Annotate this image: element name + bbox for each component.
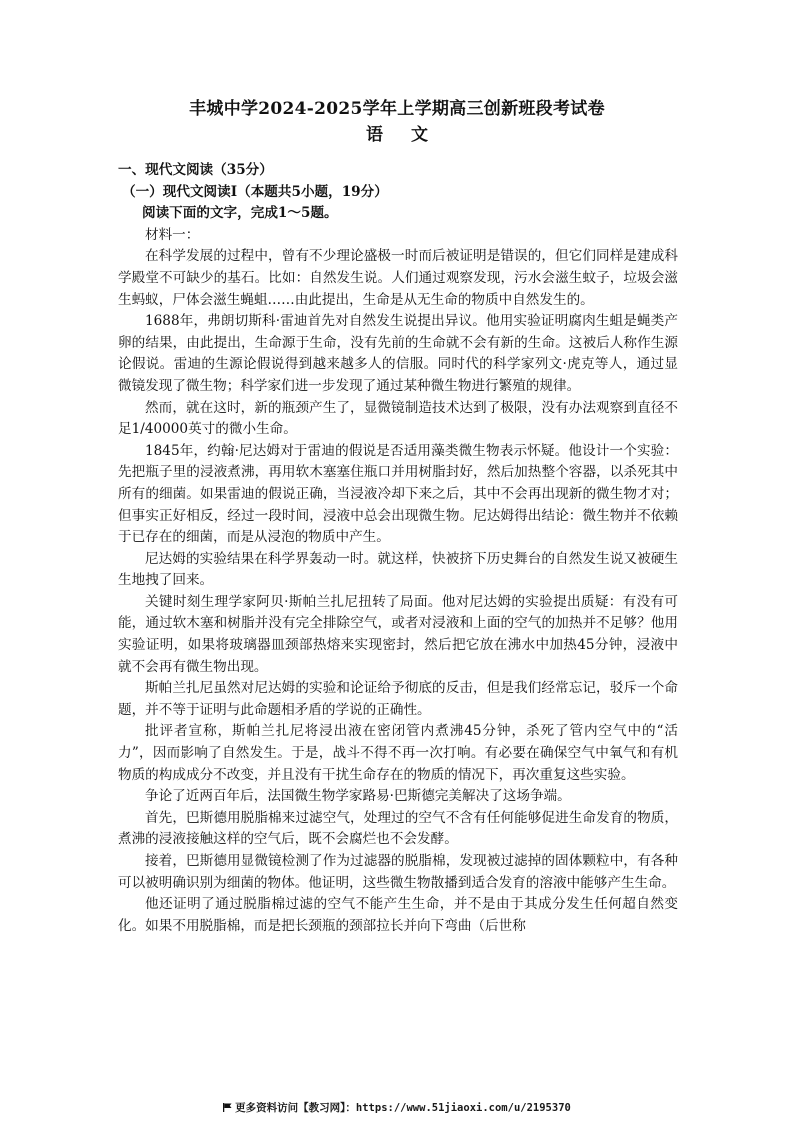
subject-title: 语文 — [366, 125, 456, 145]
reading-instruction: 阅读下面的文字，完成1～5题。 — [142, 205, 338, 222]
paragraph-8: 批评者宣称，斯帕兰扎尼将浸出液在密闭管内煮沸45分钟，杀死了管内空气中的“活力”，因而影响了自然发生。于是，战斗不得不再一次打响。有必要在确保空气中氧气和有机物质的构成成分不改变，并且没有干扰生命存在的物质的情况下，再次重复这些实验。 — [118, 723, 678, 783]
paragraph-2: 1688年，弗朗切斯科·雷迪首先对自然发生说提出异议。他用实验证明腐肉生蛆是蝇类产卵的结果，由此提出，生命源于生命，没有先前的生命就不会有新的生命。这被后人称作生源论假说。雷迪的生源论假说得到越来越多人的信服。同时代的科学家列文·虎克等人，通过显微镜发现了微生物；科学家们进一步发现了通过某种微生物进行繁殖的规律。 — [118, 313, 678, 394]
footer-link[interactable] — [0, 1101, 794, 1115]
material-label: 材料一： — [145, 226, 200, 243]
paragraph-11: 接着，巴斯德用显微镜检测了作为过滤器的脱脂棉，发现被过滤掉的固体颗粒中，有各种可以被明确识别为细菌的物体。他证明，这些微生物散播到适合发育的溶液中能够产生生命。 — [118, 853, 678, 891]
paragraph-9: 争论了近两百年后，法国微生物学家路易·巴斯德完美解决了这场争端。 — [145, 788, 571, 805]
paragraph-1: 在科学发展的过程中，曾有不少理论盛极一时而后被证明是错误的，但它们同样是建成科学殿堂不可缺少的基石。比如：自然发生说。人们通过观察发现，污水会滋生蚊子，垃圾会滋生蚂蚁，尸体会滋生蝇蛆……由此提出，生命是从无生命的物质中自然发生的。 — [118, 248, 678, 308]
paragraph-12: 他还证明了通过脱脂棉过滤的空气不能产生生命，并不是由于其成分发生任何超自然变化。如果不用脱脂棉，而是把长颈瓶的颈部拉长并向下弯曲（后世称 — [118, 896, 678, 934]
flag-icon — [223, 1103, 232, 1112]
subsection-heading: （一）现代文阅读Ⅰ（本题共5小题，19分） — [122, 183, 388, 200]
paragraph-4: 1845年，约翰·尼达姆对于雷迪的假说是否适用藻类微生物表示怀疑。他设计一个实验：先把瓶子里的浸液煮沸，再用软木塞塞住瓶口并用树脂封好，然后加热整个容器，以杀死其中所有的细菌。如果雷迪的假说正确，当浸液冷却下来之后，其中不会再出现新的微生物才对；但事实正好相反，经过一段时间，浸液中总会出现微生物。尼达姆得出结论：微生物并不依赖于已存在的细菌，而是从浸泡的物质中产生。 — [118, 442, 678, 546]
footer-text[interactable]: 更多资料访问【教习网】：https://www.51jiaoxi.com/u/2195370 — [235, 1102, 571, 1114]
paragraph-10: 首先，巴斯德用脱脂棉来过滤空气，处理过的空气不含有任何能够促进生命发育的物质，煮沸的浸液接触这样的空气后，既不会腐烂也不会发酵。 — [118, 809, 678, 848]
paragraph-3: 然而，就在这时，新的瓶颈产生了，显微镜制造技术达到了极限，没有办法观察到直径不足1/40000英寸的微小生命。 — [118, 399, 678, 438]
paragraph-5: 尼达姆的实验结果在科学界轰动一时。就这样，快被挤下历史舞台的自然发生说又被硬生生地拽了回来。 — [118, 550, 678, 589]
exam-title: 丰城中学2024-2025学年上学期高三创新班段考试卷 — [189, 99, 605, 119]
reading-content — [118, 160, 678, 937]
section-heading: 一、现代文阅读（35分） — [118, 162, 273, 178]
paragraph-6: 关键时刻生理学家阿贝·斯帕兰扎尼扭转了局面。他对尼达姆的实验提出质疑：有没有可能，通过软木塞和树脂并没有完全排除空气，或者对浸液和上面的空气的加热并不足够？他用实验证明，如果将玻璃器皿颈部热熔来实现密封，然后把它放在沸水中加热45分钟，浸液中就不会再有微生物出现。 — [118, 593, 678, 675]
paragraph-7: 斯帕兰扎尼虽然对尼达姆的实验和论证给予彻底的反击，但是我们经常忘记，驳斥一个命题，并不等于证明与此命题相矛盾的学说的正确性。 — [118, 680, 678, 718]
